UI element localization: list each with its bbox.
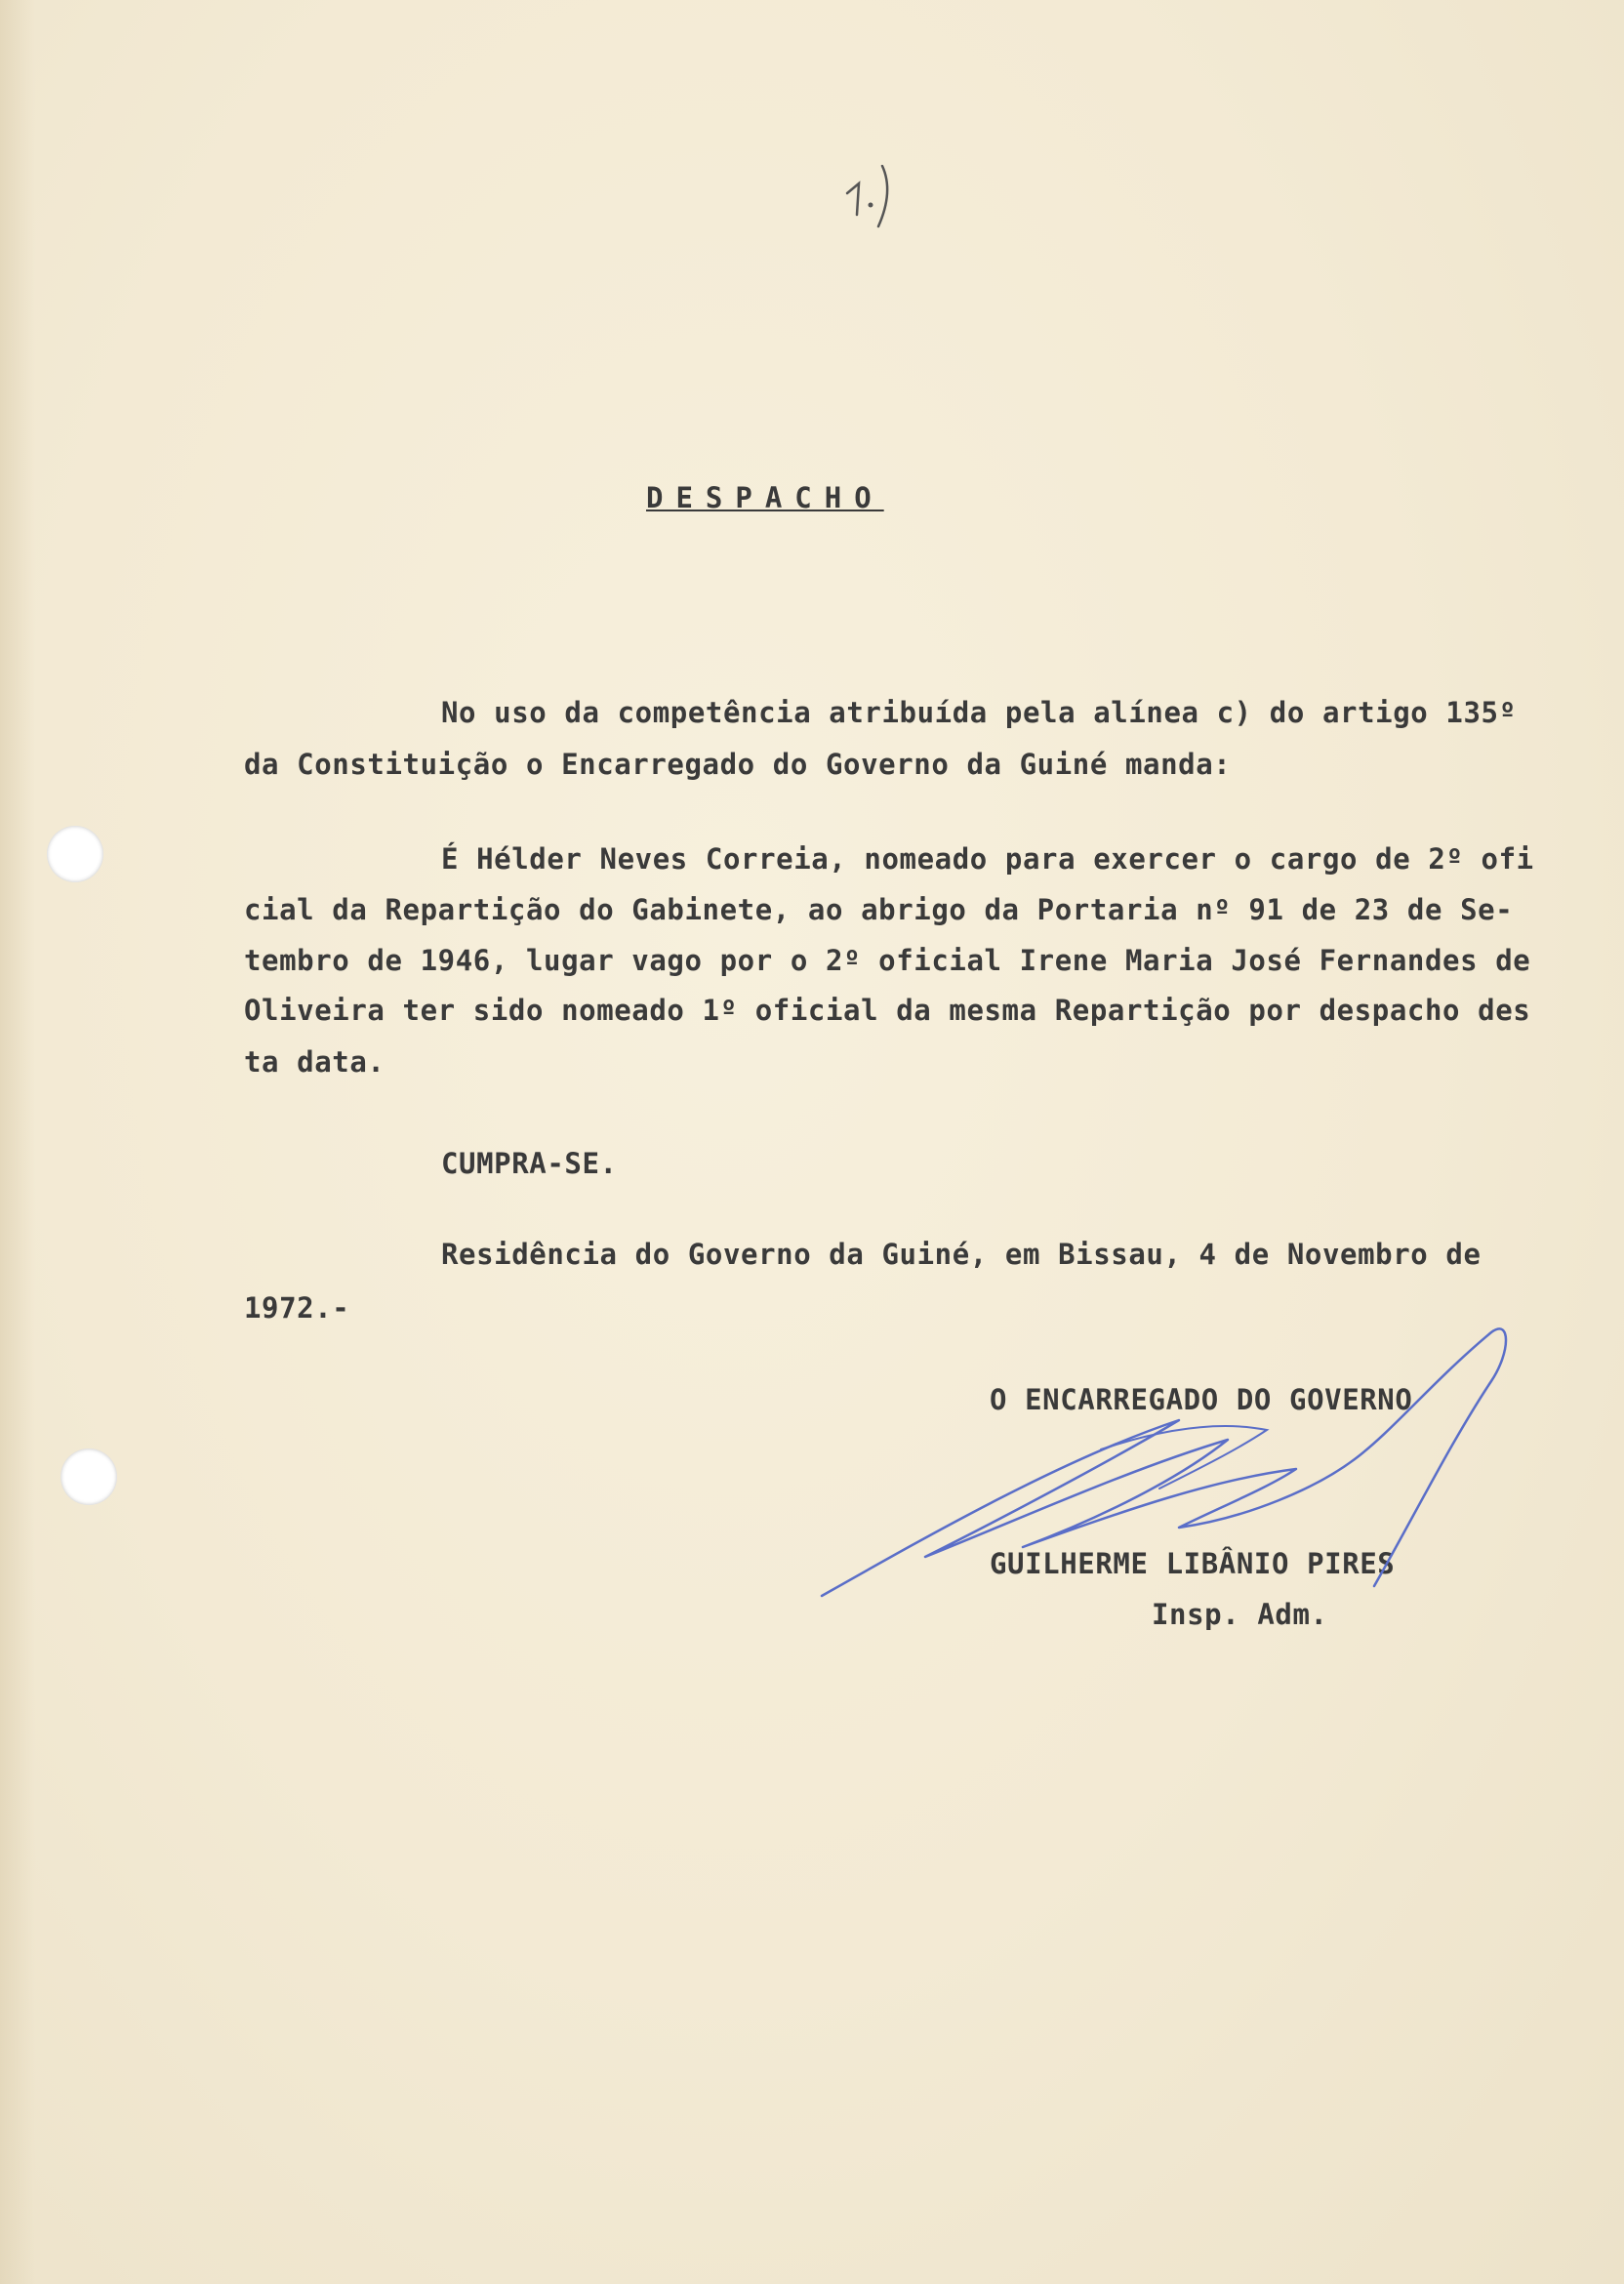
signatory-role: O ENCARREGADO DO GOVERNO xyxy=(990,1383,1413,1416)
punch-hole-bottom xyxy=(61,1448,117,1505)
signatory-title: Insp. Adm. xyxy=(1152,1598,1328,1631)
paragraph-line-4: Oliveira ter sido nomeado 1º oficial da mesma Repartição por despacho des xyxy=(244,994,1531,1027)
paragraph-line-3: tembro de 1946, lugar vago por o 2º oficial Irene Maria José Fernandes de xyxy=(244,944,1531,977)
handwritten-signature xyxy=(808,1323,1511,1615)
paper-edge-shadow xyxy=(0,0,35,2284)
intro-line-1: No uso da competência atribuída pela alínea c) do artigo 135º xyxy=(441,696,1517,729)
punch-hole-top xyxy=(47,826,103,882)
cumpra-se: CUMPRA-SE. xyxy=(441,1147,618,1180)
paragraph-line-5: ta data. xyxy=(244,1045,386,1079)
signatory-name: GUILHERME LIBÂNIO PIRES xyxy=(990,1547,1396,1580)
paragraph-line-2: cial da Repartição do Gabinete, ao abrigo da Portaria nº 91 de 23 de Se- xyxy=(244,893,1514,926)
handwritten-folio-mark xyxy=(837,154,915,232)
residence-line: Residência do Governo da Guiné, em Bissau, 4 de Novembro de xyxy=(441,1238,1482,1271)
document-title: DESPACHO xyxy=(646,481,884,514)
year-line: 1972.- xyxy=(244,1291,350,1325)
intro-line-2: da Constituição o Encarregado do Governo da Guiné manda: xyxy=(244,748,1232,781)
paragraph-line-1: É Hélder Neves Correia, nomeado para exercer o cargo de 2º ofi xyxy=(441,842,1534,876)
